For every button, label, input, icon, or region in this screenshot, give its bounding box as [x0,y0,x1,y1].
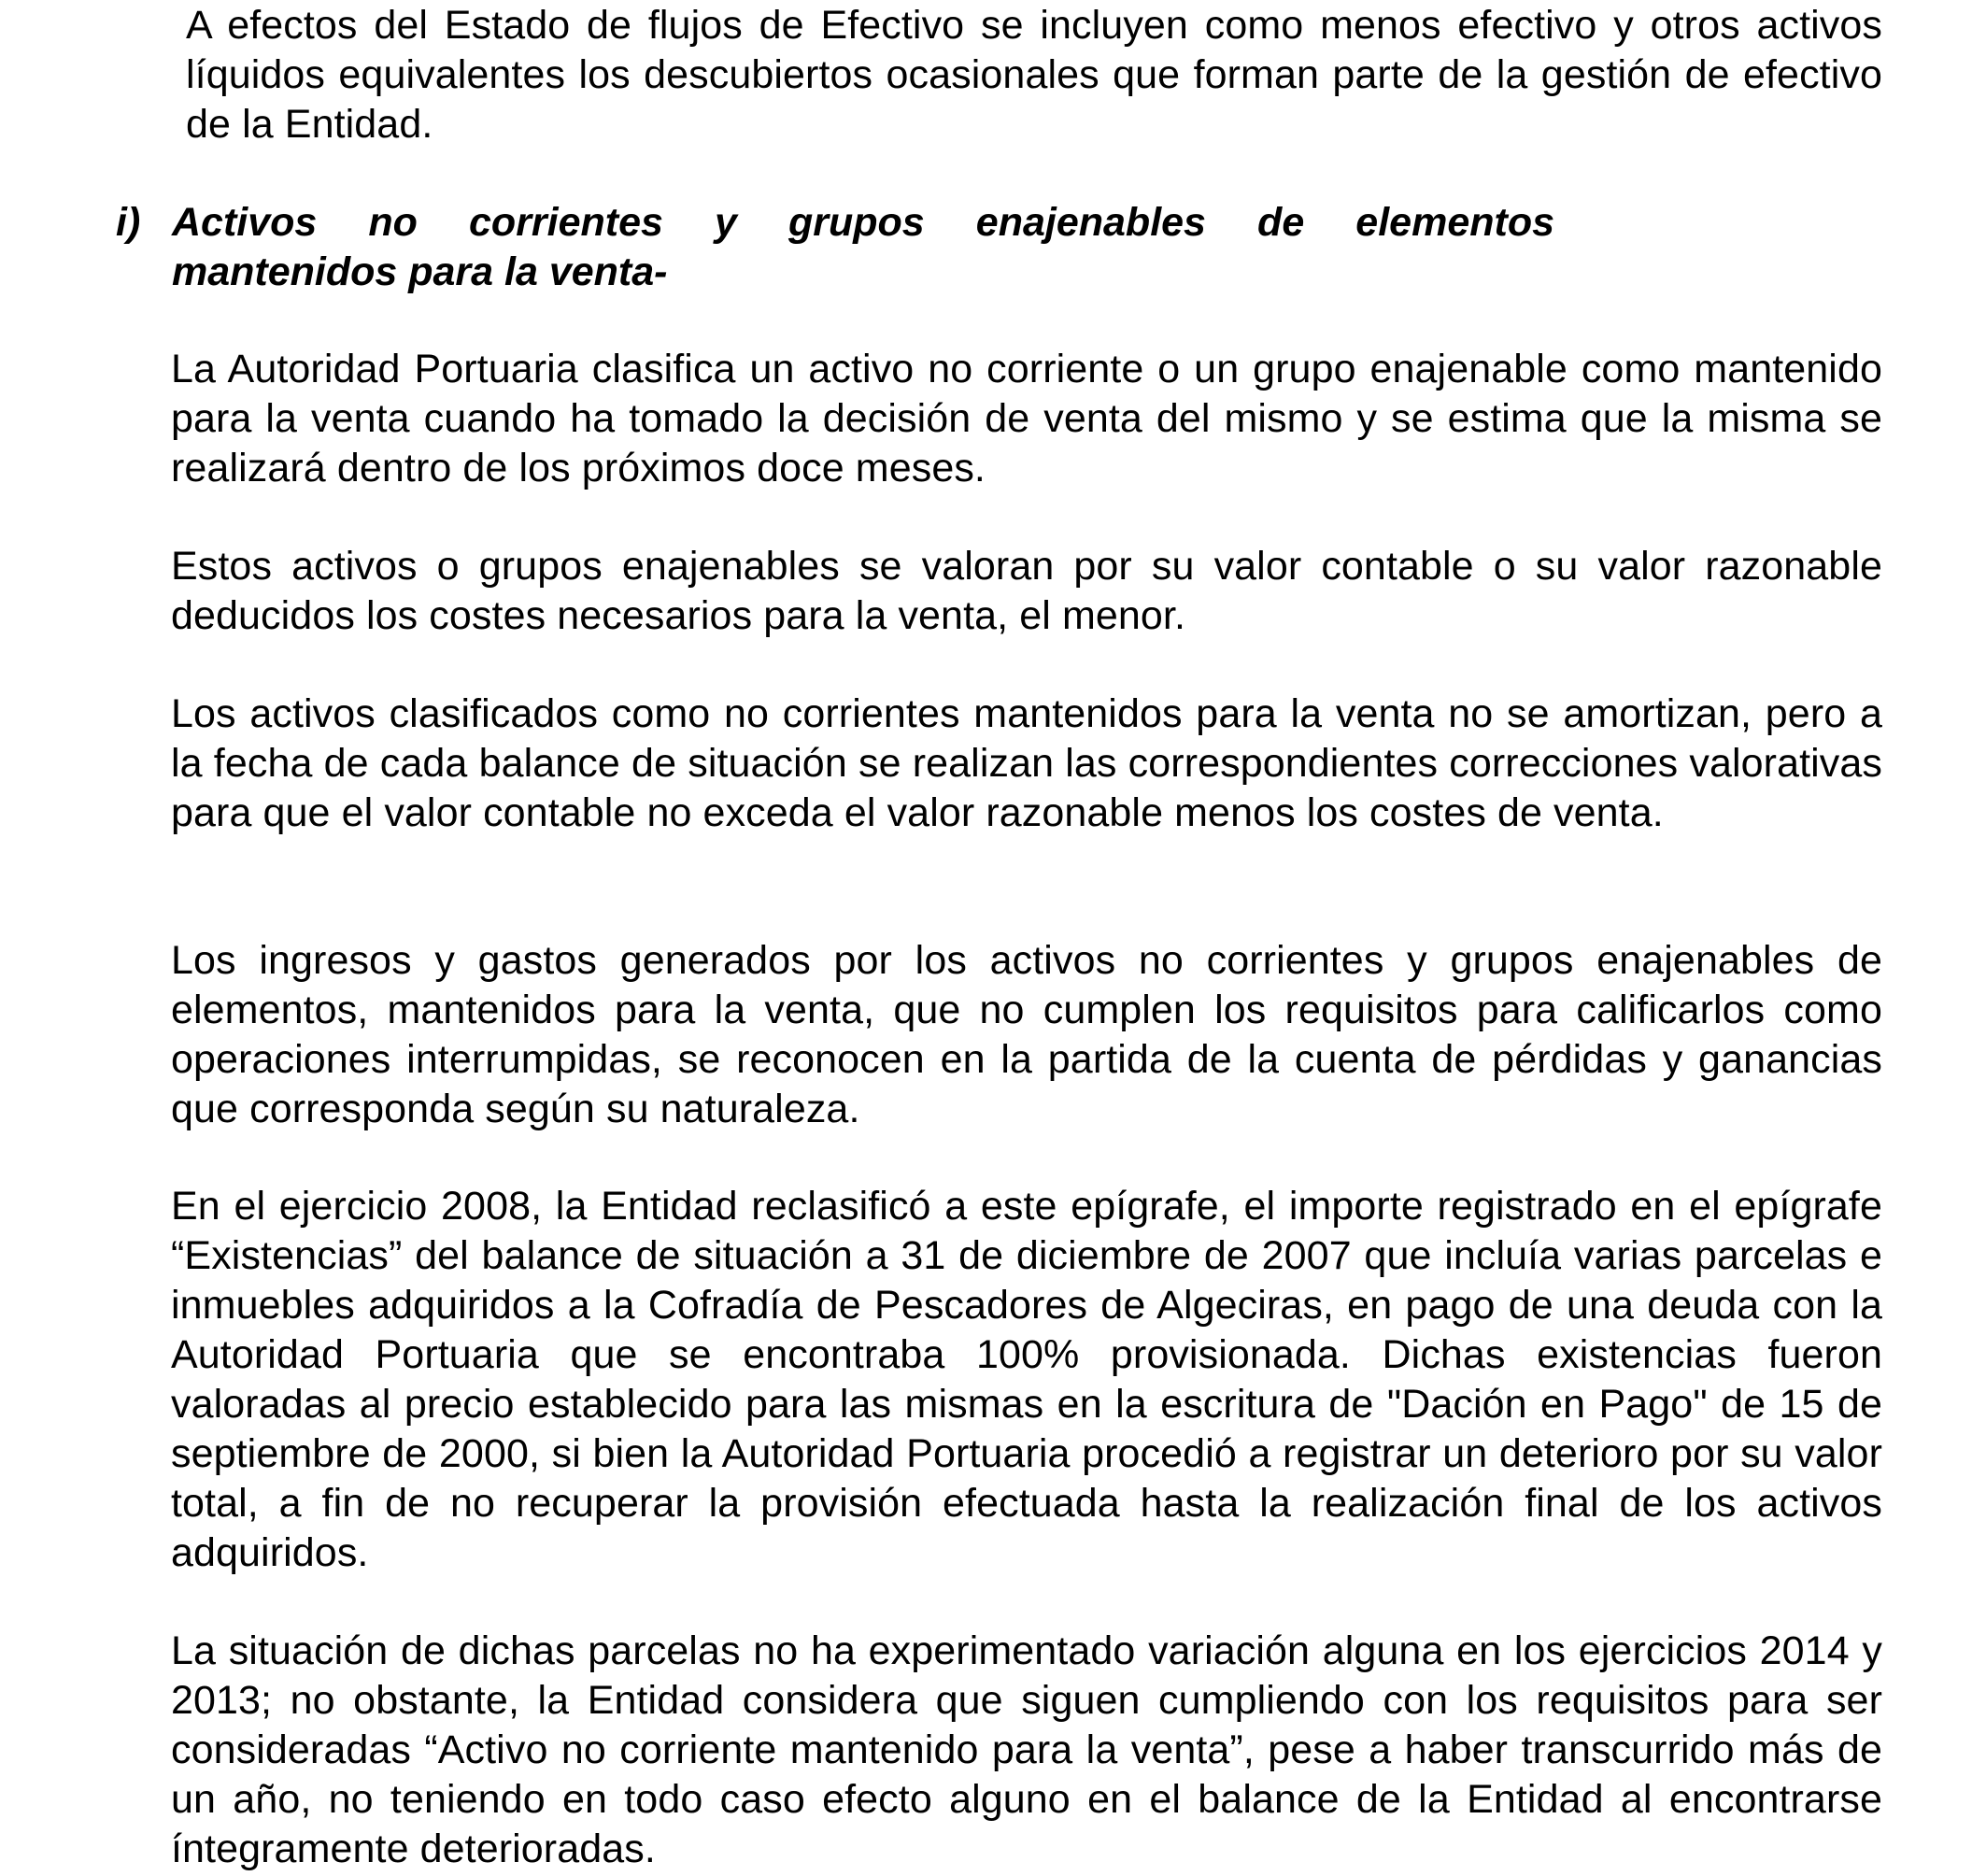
paragraph-valuation: Estos activos o grupos enajenables se valoran por su valor contable o su valor razonable deducidos los costes necesarios para la venta, el menor. [171,544,1882,638]
paragraph-parcels-situation: La situación de dichas parcelas no ha experimentado variación alguna en los ejercicios 2014 y 2013; no obstante, la Entidad considera que siguen cumpliendo con los requisitos para ser consideradas “Activo no corriente mantenido para la venta”, pese a haber transcurrido más de un año, no teniendo en todo caso efecto alguno en el balance de la Entidad al encontrarse íntegramente deterioradas. [171,1628,1882,1871]
intro-paragraph: A efectos del Estado de flujos de Efectivo se incluyen como menos efectivo y otros activos líquidos equivalentes los descubiertos ocasionales que forman parte de la gestión de efectivo de la Entidad. [186,3,1882,147]
paragraph-reclassification-2008: En el ejercicio 2008, la Entidad reclasificó a este epígrafe, el importe registrado en el epígrafe “Existencias” del balance de situación a 31 de diciembre de 2007 que incluía varias parcelas e inmuebles adquiridos a la Cofradía de Pescadores de Algeciras, en pago de una deuda con la Autoridad Portuaria que se encontraba 100% provisionada. Dichas existencias fueron valoradas al precio establecido para las mismas en la escritura de "Dación en Pago" de 15 de septiembre de 2000, si bien la Autoridad Portuaria procedió a registrar un deterioro por su valor total, a fin de no recuperar la provisión efectuada hasta la realización final de los activos adquiridos. [171,1184,1882,1575]
section-title-line-1: Activos no corrientes y grupos enajenables de elementos [172,200,1554,245]
section-title-line-2: mantenidos para la venta- [172,249,668,294]
section-marker: i) [116,200,141,245]
section-title [172,198,1554,297]
paragraph-classification: La Autoridad Portuaria clasifica un activo no corriente o un grupo enajenable como mantenido para la venta cuando ha tomado la decisión de venta del mismo y se estima que la misma se realizará dentro de los próximos doce meses. [171,347,1882,490]
paragraph-income-expenses: Los ingresos y gastos generados por los activos no corrientes y grupos enajenables de elementos, mantenidos para la venta, que no cumplen los requisitos para calificarlos como operaciones interrumpidas, se reconocen en la partida de la cuenta de pérdidas y ganancias que corresponda según su naturaleza. [171,938,1882,1131]
paragraph-amortization: Los activos clasificados como no corrientes mantenidos para la venta no se amortizan, pero a la fecha de cada balance de situación se realizan las correspondientes correcciones valorativas para que el valor contable no exceda el valor razonable menos los costes de venta. [171,691,1882,835]
